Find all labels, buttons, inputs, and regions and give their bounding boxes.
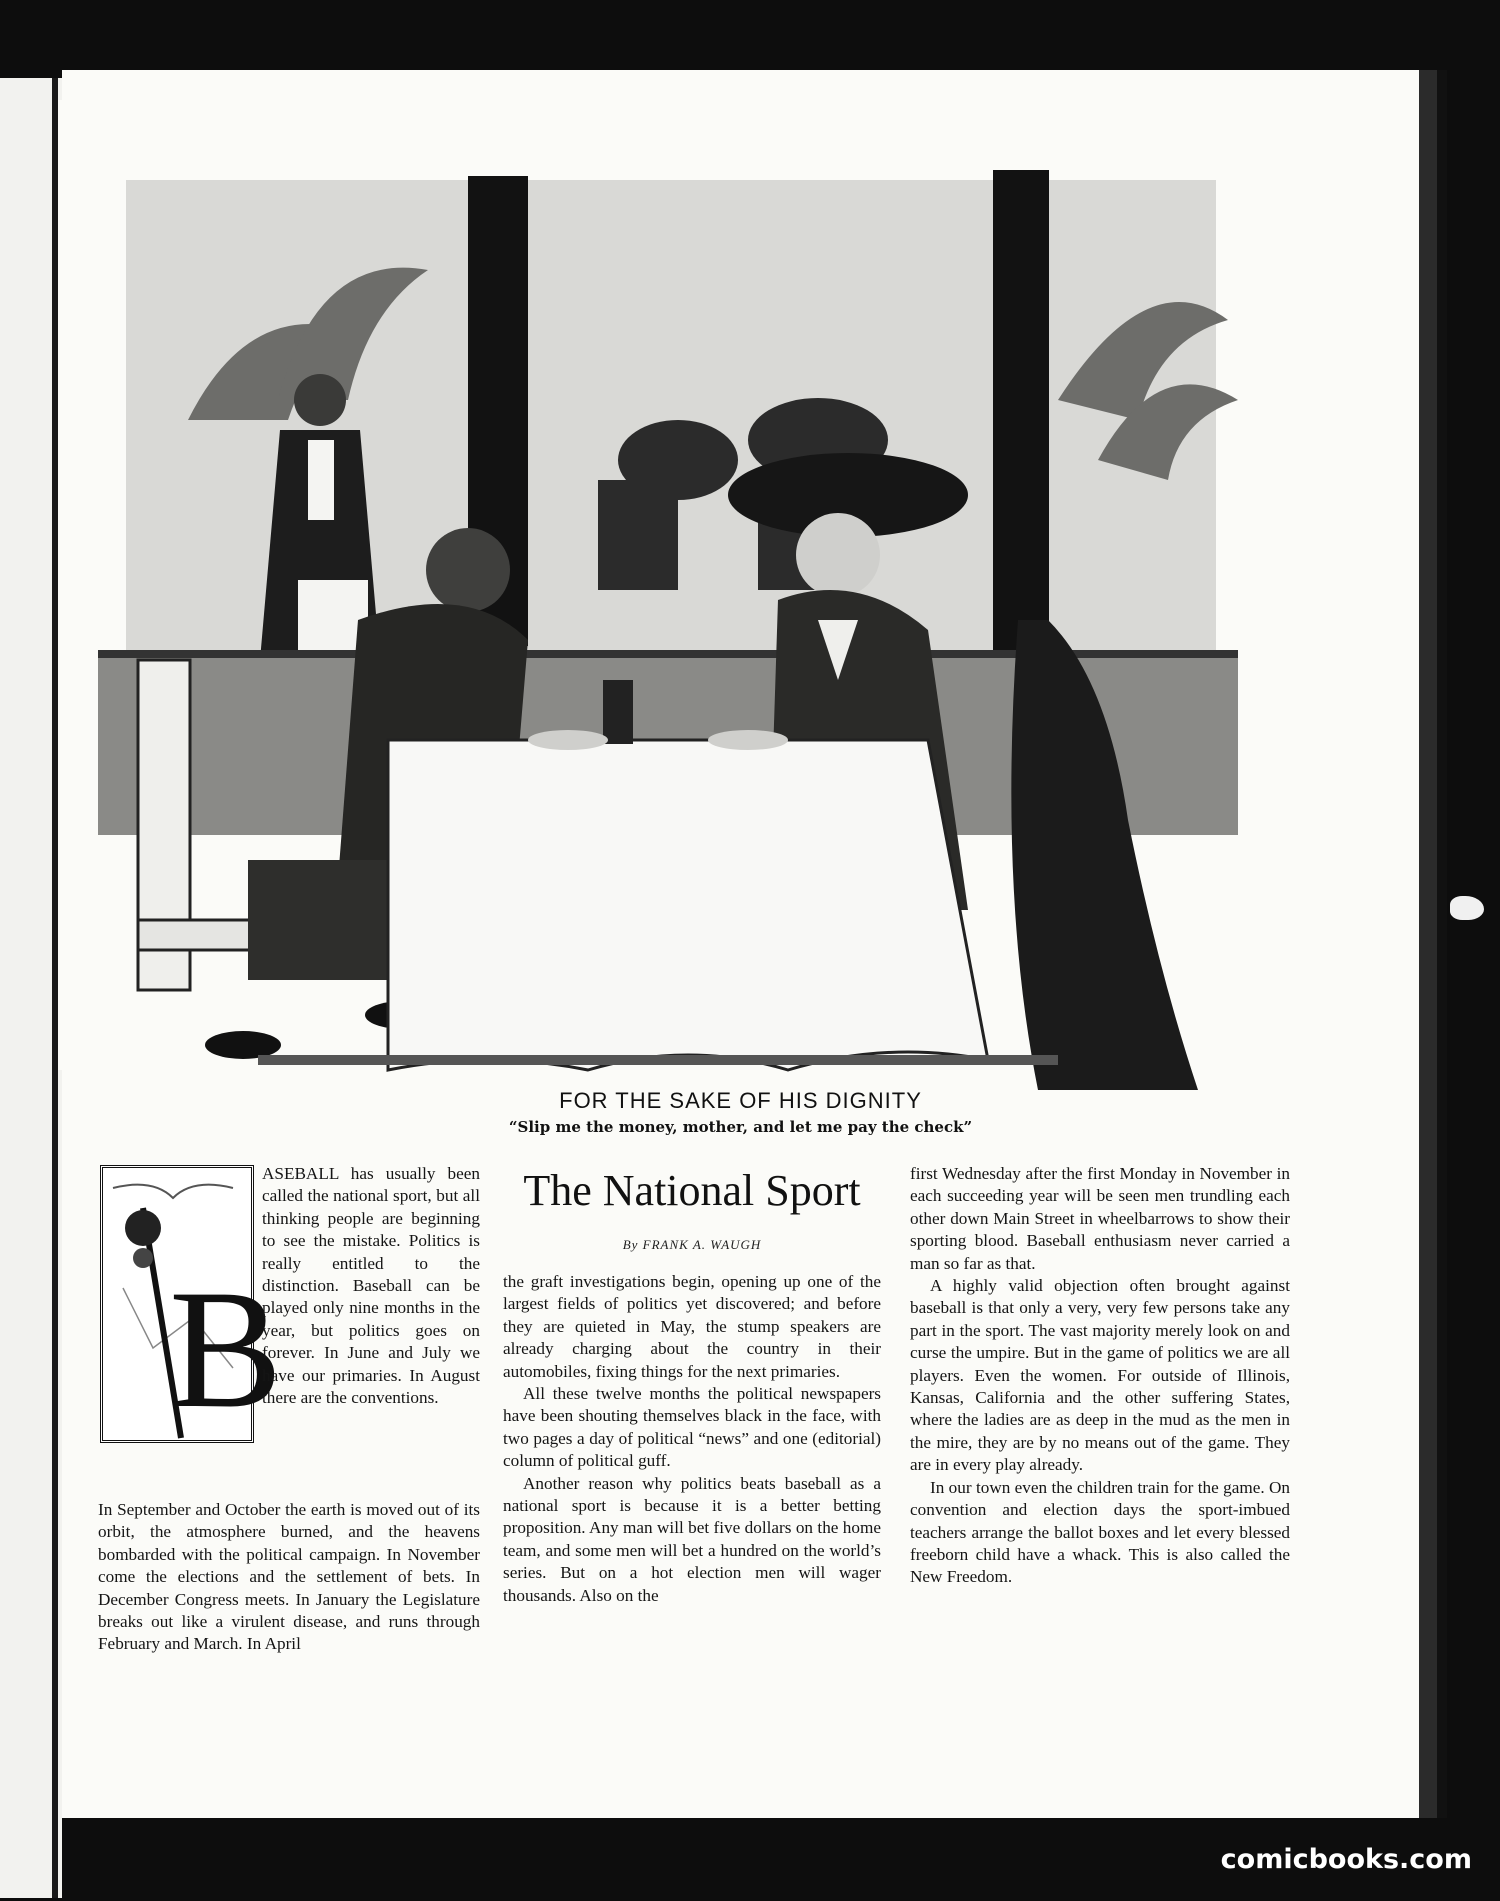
- article-column-2: [503, 1271, 881, 1607]
- article-title: The National Sport: [523, 1166, 861, 1215]
- article-byline: By FRANK A. WAUGH: [622, 1237, 762, 1252]
- article-paragraph: All these twelve months the political newspapers have been shouting themselves black in the face, with two pages a day of political “news” and one (editorial) column of political guff.: [503, 1384, 881, 1471]
- page-edge-shadow: [1437, 70, 1447, 1818]
- article-opening-paragraph: ASEBALL has usually been called the national sport, but all thinking people are beginning to see the mistake. Politics is really entitled to the distinction. Baseball can be played only nine months in the year, but politics goes on forever. In June and July we have our primaries. In August there are the conventions.: [262, 1164, 480, 1408]
- decorative-dropcap-b: [100, 1165, 283, 1443]
- page-edge: [1419, 70, 1437, 1818]
- article-paragraph: In September and October the earth is moved out of its orbit, the atmosphere burned, and the heavens bombarded with the political campaign. In November come the elections and the settlement of bets. In December Congress meets. In January the Legislature breaks out like a virulent disease, and runs through February and March. In April: [98, 1500, 480, 1654]
- scan-artifact: [1450, 896, 1484, 920]
- article-paragraph: Another reason why politics beats baseball as a national sport is because it is a better betting proposition. Any man will bet five dollars on the home team, and some men will bet a hundred on the world’s series. But on a hot election men will wager thousands. Also on the: [503, 1473, 881, 1605]
- article-paragraph: In our town even the children train for the game. On convention and election days the sport-imbued teachers arrange the ballot boxes and let every blessed freeborn child have a whack. This is also called the New Freedom.: [910, 1477, 1290, 1587]
- article-column-3: [910, 1163, 1290, 1589]
- article-paragraph: first Wednesday after the first Monday in November in each succeeding year will be seen men trundling each other down Main Street in wheelbarrows to show their sporting blood. Baseball enthusiasm never carried a man so far as that.: [910, 1164, 1290, 1273]
- article-paragraph: A highly valid objection often brought against baseball is that only a very, very few persons take any part in the sport. The vast majority merely look on and curse the umpire. But in the game of politics we are all players. Even the women. For outside of Illinois, Kansas, California and the other suffering States, where the ladies are as deep in the mud as the men in the mire, they are by no means out of the game. They are in every play already.: [910, 1276, 1290, 1475]
- restaurant-illustration: [58, 100, 1282, 1070]
- watermark-text: comicbooks.com: [1220, 1844, 1472, 1875]
- article-paragraph: the graft investigations begin, opening up one of the largest fields of politics yet discovered; and before they are quieted in May, the stump speakers are already charging about the country in their automobiles, fixing things for the next primaries.: [503, 1272, 881, 1381]
- dropcap-letter: B: [169, 1255, 283, 1443]
- article-column-1-bottom: [98, 1499, 480, 1656]
- article-column-1-top: [262, 1163, 480, 1409]
- illustration-caption-title: FOR THE SAKE OF HIS DIGNITY: [559, 1088, 922, 1113]
- illustration-caption-quote: “Slip me the money, mother, and let me pay the check”: [508, 1118, 973, 1136]
